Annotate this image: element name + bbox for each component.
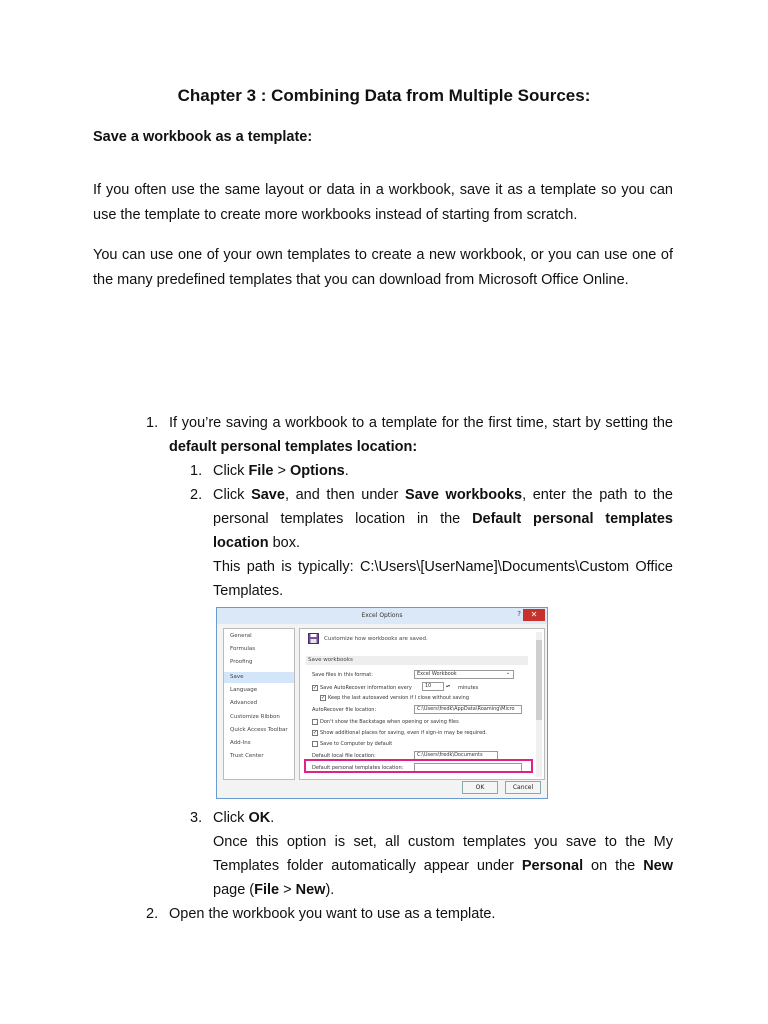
substep-2-text: Click Save, and then under Save workbooks, enter the path to the personal templates location in the Default personal templates location box. bbox=[213, 487, 673, 551]
sidebar-item-quick-access[interactable]: Quick Access Toolbar bbox=[230, 727, 288, 733]
sidebar-item-general[interactable]: General bbox=[230, 633, 252, 639]
sidebar-item-proofing[interactable]: Proofing bbox=[230, 659, 253, 665]
autorecover-label: Save AutoRecover information every bbox=[320, 685, 412, 691]
sidebar-item-save[interactable]: Save bbox=[230, 674, 244, 680]
sidebar-item-trust-center[interactable]: Trust Center bbox=[230, 753, 264, 759]
ar-location-input[interactable]: C:\Users\fredk\AppData\Roaming\Micro bbox=[414, 705, 522, 714]
save-to-computer-label: Save to Computer by default bbox=[320, 741, 393, 747]
sidebar-item-formulas[interactable]: Formulas bbox=[230, 646, 256, 652]
panel-header: Customize how workbooks are saved. bbox=[324, 636, 428, 642]
save-to-computer-checkbox[interactable] bbox=[312, 741, 318, 747]
path-note: This path is typically: C:\Users\[UserName]\Documents\Custom Office Templates. bbox=[213, 559, 673, 599]
options-sidebar bbox=[223, 628, 295, 780]
default-local-label: Default local file location: bbox=[312, 753, 376, 759]
save-disk-icon bbox=[308, 633, 319, 644]
substep-2-number: 2. bbox=[190, 487, 203, 503]
dialog-titlebar bbox=[217, 608, 547, 624]
substep-3-number: 3. bbox=[190, 810, 203, 826]
substep-1-number: 1. bbox=[190, 463, 203, 479]
minutes-label: minutes bbox=[458, 685, 479, 691]
autorecover-checkbox[interactable]: ✓ bbox=[313, 685, 318, 691]
sidebar-item-advanced[interactable]: Advanced bbox=[230, 700, 258, 706]
keep-autosaved-label: Keep the last autosaved version if I close without saving bbox=[328, 695, 469, 701]
dialog-title: Excel Options bbox=[361, 612, 403, 619]
spinner-icon[interactable]: ▴▾ bbox=[446, 683, 451, 688]
scrollbar-thumb[interactable] bbox=[536, 640, 542, 720]
step-1-text: If you’re saving a workbook to a template for the first time, start by setting the default personal templates location: bbox=[169, 415, 673, 455]
substep-1-text: Click File > Options. bbox=[213, 463, 349, 479]
format-select[interactable]: Excel Workbook bbox=[414, 670, 514, 679]
backstage-checkbox[interactable] bbox=[312, 719, 318, 725]
step-1-number: 1. bbox=[146, 415, 159, 431]
intro-paragraph-1: If you often use the same layout or data in a workbook, save it as a template so you can use the template to create more workbooks instead of starting from scratch. bbox=[93, 182, 673, 223]
section-subtitle: Save a workbook as a template: bbox=[93, 129, 313, 145]
ok-button[interactable]: OK bbox=[462, 781, 498, 794]
backstage-label: Don't show the Backstage when opening or saving files bbox=[320, 719, 459, 725]
sidebar-item-language[interactable]: Language bbox=[230, 687, 258, 693]
autorecover-minutes-input[interactable]: 10 bbox=[422, 682, 444, 691]
step-2-number: 2. bbox=[146, 906, 159, 922]
cancel-button[interactable]: Cancel bbox=[505, 781, 541, 794]
keep-autosaved-checkbox[interactable]: ✓ bbox=[321, 695, 326, 701]
close-icon[interactable]: ✕ bbox=[523, 609, 545, 621]
additional-places-checkbox[interactable]: ✓ bbox=[313, 730, 318, 736]
excel-options-dialog bbox=[216, 607, 548, 799]
sidebar-item-addins[interactable]: Add-Ins bbox=[230, 740, 251, 746]
additional-places-label: Show additional places for saving, even if sign-in may be required. bbox=[320, 730, 487, 736]
default-local-input[interactable]: C:\Users\fredk\Documents bbox=[414, 751, 498, 760]
substep-3-text: Click OK. bbox=[213, 810, 275, 826]
personal-templates-label: Default personal templates location: bbox=[312, 765, 404, 771]
chevron-down-icon: ⌄ bbox=[505, 670, 511, 676]
sidebar-item-customize-ribbon[interactable]: Customize Ribbon bbox=[230, 714, 280, 720]
step-2-text: Open the workbook you want to use as a template. bbox=[169, 906, 496, 922]
format-label: Save files in this format: bbox=[312, 672, 373, 678]
chapter-title: Chapter 3 : Combining Data from Multiple Sources: bbox=[177, 86, 591, 105]
ar-location-label: AutoRecover file location: bbox=[312, 707, 377, 713]
options-main-panel bbox=[299, 628, 545, 780]
highlight-box bbox=[304, 759, 533, 773]
intro-paragraph-2: You can use one of your own templates to create a new workbook, or you can use one of the many predefined templates that you can download from Microsoft Office Online. bbox=[93, 247, 673, 288]
substep-3-note: Once this option is set, all custom templates you save to the My Templates folder automatically appear under Personal on the New page (File > New). bbox=[213, 834, 674, 898]
help-icon[interactable]: ? bbox=[517, 610, 521, 618]
save-workbooks-section: Save workbooks bbox=[306, 656, 528, 665]
panel-scrollbar[interactable] bbox=[536, 632, 542, 777]
